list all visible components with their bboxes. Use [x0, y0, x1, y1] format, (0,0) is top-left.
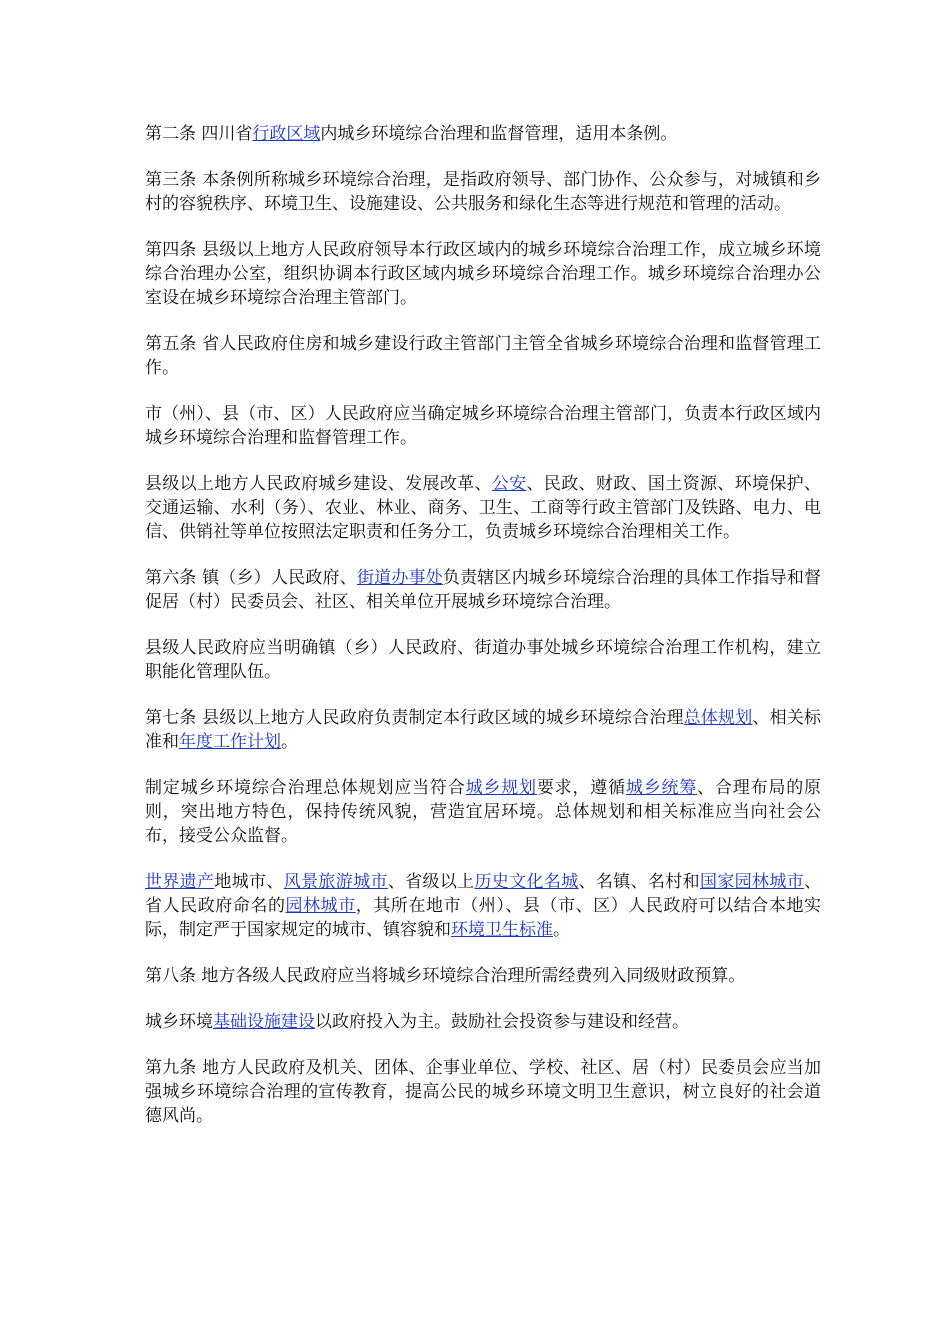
term-link[interactable]: 街道办事处: [356, 568, 443, 588]
paragraph-text: 、合理布局的原则，突出地方特色，保持传统风貌，营造宜居环境。总体规划和相关标准应当向社会公布，接受公众监督。: [145, 778, 822, 846]
paragraph-text: 、省人民政府命名的: [145, 872, 822, 916]
term-link[interactable]: 园林城市: [285, 896, 356, 916]
article-paragraph: [145, 1056, 821, 1128]
paragraph-text: 。: [281, 732, 298, 752]
paragraph-text: 负责辖区内城乡环境综合治理的具体工作指导和督促居（村）民委员会、社区、相关单位开展城乡环境综合治理。: [145, 568, 822, 612]
article-paragraph: [145, 636, 821, 684]
term-link[interactable]: 基础设施建设: [213, 1012, 315, 1032]
paragraph-text: 第八条 地方各级人民政府应当将城乡环境综合治理所需经费列入同级财政预算。: [145, 966, 746, 986]
article-paragraph: [145, 706, 821, 754]
article-paragraph: [145, 472, 821, 544]
article-paragraph: [145, 238, 821, 310]
paragraph-text: 第四条 县级以上地方人民政府领导本行政区域内的城乡环境综合治理工作，成立城乡环境综合治理办公室，组织协调本行政区域内城乡环境综合治理工作。城乡环境综合治理办公室设在城乡环境综合治理主管部门。: [145, 240, 821, 308]
document-body: [145, 122, 821, 1150]
article-paragraph: [145, 1010, 821, 1034]
term-link[interactable]: 环境卫生标准: [451, 920, 553, 940]
term-link[interactable]: 城乡统筹: [625, 778, 698, 798]
article-paragraph: [145, 870, 821, 942]
term-link[interactable]: 世界遗产: [145, 872, 215, 892]
paragraph-text: 以政府投入为主。鼓励社会投资参与建设和经营。: [315, 1012, 689, 1032]
article-paragraph: [145, 122, 821, 146]
article-paragraph: [145, 566, 821, 614]
term-link[interactable]: 城乡规划: [465, 778, 537, 798]
paragraph-text: 、民政、财政、国土资源、环境保护、交通运输、水利（务）、农业、林业、商务、卫生、工商等行政主管部门及铁路、电力、电信、供销社等单位按照法定职责和任务分工，负责城乡环境综合治理相关工作。: [145, 474, 822, 542]
paragraph-text: 第七条 县级以上地方人民政府负责制定本行政区域的城乡环境综合治理: [145, 708, 684, 728]
paragraph-text: 城乡环境: [145, 1012, 213, 1032]
paragraph-text: 第六条 镇（乡）人民政府、: [145, 568, 357, 588]
term-link[interactable]: 总体规划: [683, 708, 753, 728]
paragraph-text: 县级以上地方人民政府城乡建设、发展改革、: [145, 474, 492, 494]
paragraph-text: ，其所在地市（州）、县（市、区）人民政府可以结合本地实际，制定严于国家规定的城市、镇容貌和: [145, 896, 822, 940]
paragraph-text: 内城乡环境综合治理和监督管理，适用本条例。: [320, 124, 678, 144]
paragraph-text: 第二条 四川省: [145, 124, 253, 144]
term-link[interactable]: 行政区域: [252, 124, 321, 144]
paragraph-text: 第九条 地方人民政府及机关、团体、企事业单位、学校、社区、居（村）民委员会应当加强城乡环境综合治理的宣传教育，提高公民的城乡环境文明卫生意识，树立良好的社会道德风尚。: [145, 1058, 821, 1126]
term-link[interactable]: 公安: [491, 474, 527, 494]
paragraph-text: 制定城乡环境综合治理总体规划应当符合: [145, 778, 466, 798]
term-link[interactable]: 风景旅游城市: [283, 872, 388, 892]
paragraph-text: 第五条 省人民政府住房和城乡建设行政主管部门主管全省城乡环境综合治理和监督管理工作。: [145, 334, 821, 378]
paragraph-text: 县级人民政府应当明确镇（乡）人民政府、街道办事处城乡环境综合治理工作机构，建立职能化管理队伍。: [145, 638, 821, 682]
paragraph-text: 、省级以上: [387, 872, 475, 892]
paragraph-text: 第三条 本条例所称城乡环境综合治理，是指政府领导、部门协作、公众参与，对城镇和乡村的容貌秩序、环境卫生、设施建设、公共服务和绿化生态等进行规范和管理的活动。: [145, 170, 821, 214]
paragraph-text: 市（州）、县（市、区）人民政府应当确定城乡环境综合治理主管部门，负责本行政区域内城乡环境综合治理和监督管理工作。: [145, 404, 821, 448]
article-paragraph: [145, 776, 821, 848]
paragraph-text: 、名镇、名村和: [578, 872, 700, 892]
paragraph-text: 地城市、: [214, 872, 284, 892]
article-paragraph: [145, 402, 821, 450]
term-link[interactable]: 国家园林城市: [700, 872, 805, 892]
paragraph-text: 。: [553, 920, 570, 940]
paragraph-text: 、相关标准和: [145, 708, 822, 752]
article-paragraph: [145, 168, 821, 216]
article-paragraph: [145, 964, 821, 988]
term-link[interactable]: 历史文化名城: [474, 872, 579, 892]
paragraph-text: 要求，遵循: [536, 778, 626, 798]
article-paragraph: [145, 332, 821, 380]
term-link[interactable]: 年度工作计划: [179, 732, 281, 752]
